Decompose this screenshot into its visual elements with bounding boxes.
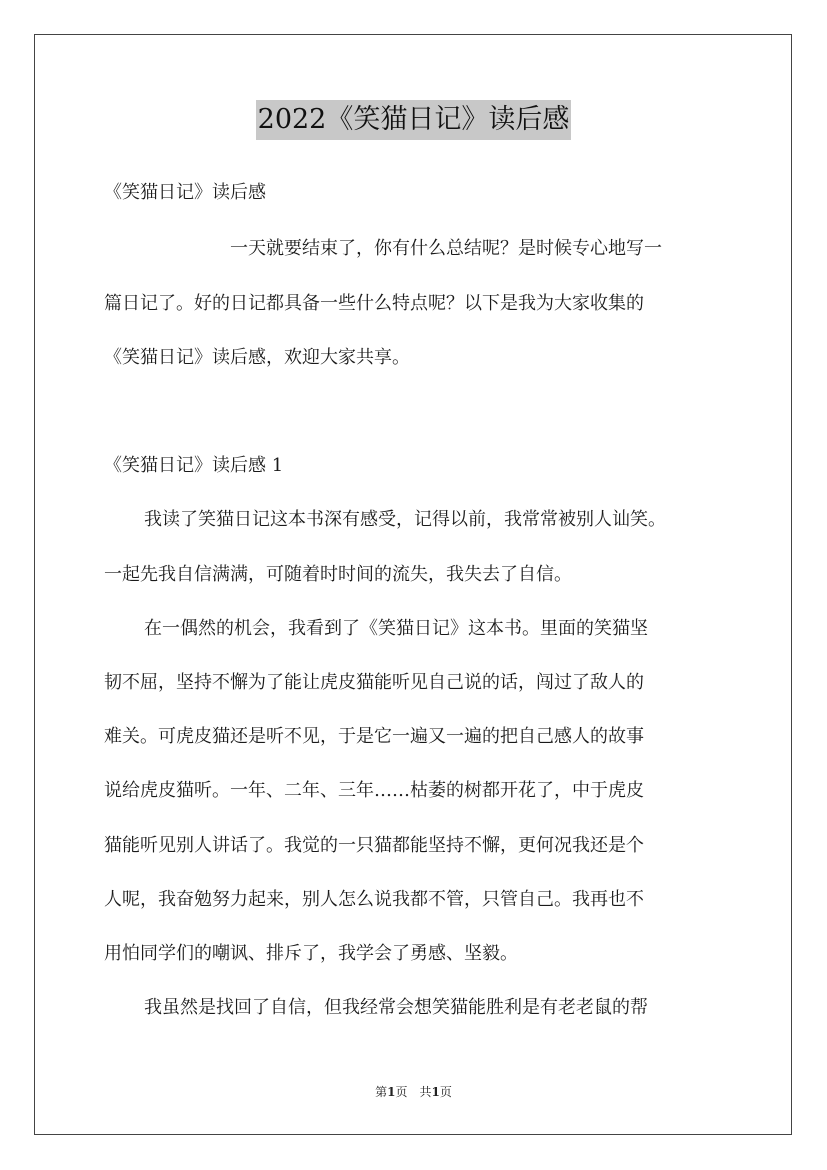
total-label-prefix: 共 [419, 1085, 432, 1099]
body-line-7: 猫能听见别人讲话了。我觉的一只猫都能坚持不懈，更何况我还是个 [104, 835, 644, 856]
body-line-3: 在一偶然的机会，我看到了《笑猫日记》这本书。里面的笑猫坚 [144, 618, 648, 639]
intro-line-2: 篇日记了。好的日记都具备一些什么特点呢？以下是我为大家收集的 [104, 293, 644, 314]
body-line-4: 韧不屈，坚持不懈为了能让虎皮猫能听见自己说的话，闯过了敌人的 [104, 672, 644, 693]
body-line-9: 用怕同学们的嘲讽、排斥了，我学会了勇感、坚毅。 [104, 943, 518, 964]
body-line-6: 说给虎皮猫听。一年、二年、三年……枯萎的树都开花了，中于虎皮 [104, 780, 644, 801]
page-label-suffix: 页 [395, 1085, 408, 1099]
page-number: 1 [387, 1085, 396, 1099]
total-pages: 1 [431, 1085, 440, 1099]
body-line-1: 我读了笑猫日记这本书深有感受，记得以前，我常常被别人讪笑。 [144, 509, 666, 530]
body-line-8: 人呢，我奋勉努力起来，别人怎么说我都不管，只管自己。我再也不 [104, 889, 644, 910]
page-label-prefix: 第 [375, 1085, 388, 1099]
page-footer [0, 1084, 827, 1100]
intro-line-3: 《笑猫日记》读后感，欢迎大家共享。 [104, 347, 410, 368]
document-title: 2022《笑猫日记》读后感 [256, 100, 572, 140]
body-line-10: 我虽然是找回了自信，但我经常会想笑猫能胜利是有老老鼠的帮 [144, 997, 648, 1018]
subtitle: 《笑猫日记》读后感 [104, 182, 266, 203]
body-line-5: 难关。可虎皮猫还是听不见，于是它一遍又一遍的把自己感人的故事 [104, 726, 644, 747]
total-label-suffix: 页 [439, 1085, 452, 1099]
title-wrapper [0, 100, 827, 140]
intro-line-1: 一天就要结束了，你有什么总结呢？是时候专心地写一 [230, 238, 662, 259]
body-line-2: 一起先我自信满满，可随着时时间的流失，我失去了自信。 [104, 564, 572, 585]
section-heading: 《笑猫日记》读后感 1 [104, 455, 284, 476]
